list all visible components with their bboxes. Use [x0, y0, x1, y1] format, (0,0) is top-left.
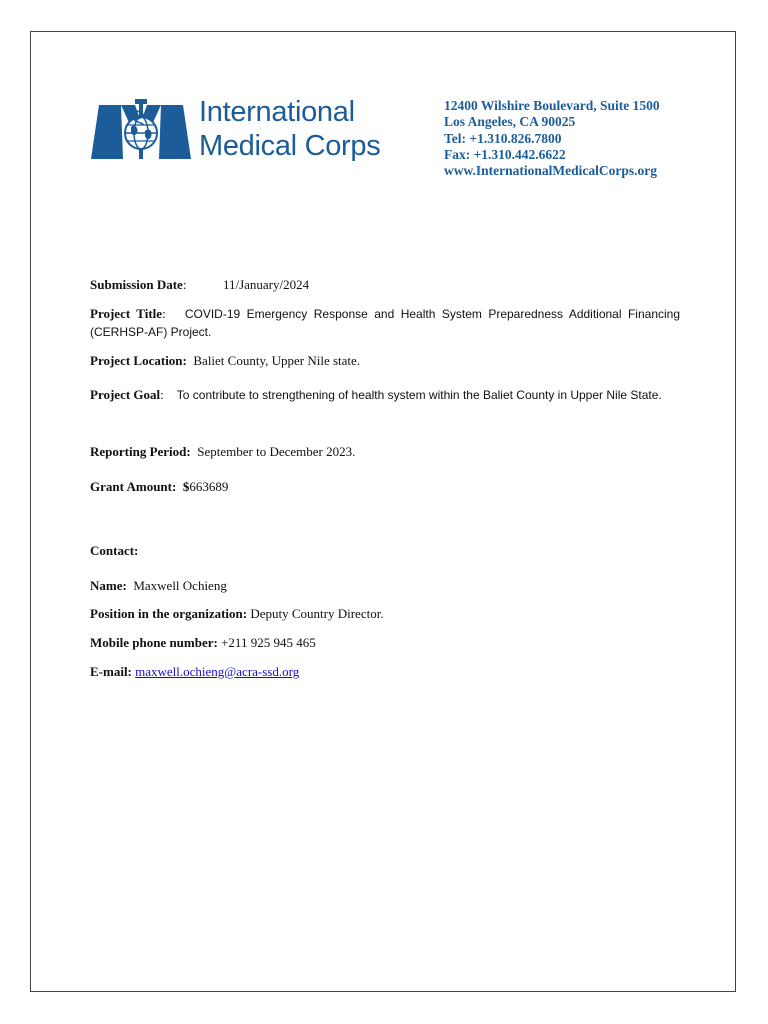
contact-email-row	[90, 664, 680, 680]
project-goal-label: Project Goal	[90, 387, 161, 402]
contact-phone-value: +211 925 945 465	[221, 635, 316, 650]
address-web: www.InternationalMedicalCorps.org	[444, 163, 657, 179]
org-name	[199, 95, 380, 163]
project-title-row	[90, 305, 680, 341]
submission-date-row	[90, 277, 680, 293]
contact-name-label: Name:	[90, 578, 127, 593]
contact-heading: Contact:	[90, 543, 139, 558]
contact-email-link[interactable]: maxwell.ochieng@acra-ssd.org	[135, 664, 300, 679]
grant-amount-label: Grant Amount:	[90, 479, 177, 494]
submission-date-label: Submission Date	[90, 277, 183, 292]
imc-globe-logo-icon	[91, 97, 193, 167]
contact-position-label: Position in the organization:	[90, 606, 248, 621]
project-location-label: Project Location:	[90, 353, 187, 368]
project-title-label: Project Title	[90, 306, 163, 321]
org-name-line2: Medical Corps	[199, 130, 381, 162]
submission-date-colon: :	[182, 277, 187, 292]
project-goal-value: To contribute to strengthening of health system within the Baliet County in Upper Nile State.	[176, 388, 662, 402]
project-location-value: Baliet County, Upper Nile state.	[193, 353, 361, 368]
project-title-colon: :	[162, 306, 166, 321]
reporting-period-value: September to December 2023.	[197, 444, 356, 459]
address-tel: Tel: +1.310.826.7800	[444, 130, 562, 146]
contact-position-value: Deputy Country Director.	[250, 606, 384, 621]
project-goal-row	[90, 384, 680, 406]
contact-phone-label: Mobile phone number:	[90, 635, 218, 650]
contact-email-label: E-mail:	[90, 664, 132, 679]
grant-amount-currency: $	[182, 479, 190, 494]
reporting-period-row	[90, 444, 680, 460]
address-block	[444, 98, 660, 179]
contact-name-row	[90, 578, 680, 594]
project-title-value: COVID-19 Emergency Response and Health System Preparedness Additional Financing (CERHSP-AF) Project.	[90, 307, 681, 339]
contact-name-value: Maxwell Ochieng	[133, 578, 227, 593]
org-name-line1: International	[199, 96, 355, 128]
project-goal-colon: :	[160, 387, 164, 402]
submission-date-value: 11/January/2024	[222, 277, 310, 292]
address-city: Los Angeles, CA 90025	[444, 114, 576, 130]
imc-logo	[91, 97, 391, 167]
contact-phone-row	[90, 635, 680, 651]
address-fax: Fax: +1.310.442.6622	[444, 146, 566, 162]
grant-amount-row	[90, 479, 680, 495]
contact-position-row	[90, 606, 680, 622]
project-location-row	[90, 353, 680, 369]
address-street: 12400 Wilshire Boulevard, Suite 1500	[444, 98, 660, 113]
reporting-period-label: Reporting Period:	[90, 444, 191, 459]
grant-amount-value: 663689	[189, 479, 229, 494]
document-page	[30, 31, 736, 992]
